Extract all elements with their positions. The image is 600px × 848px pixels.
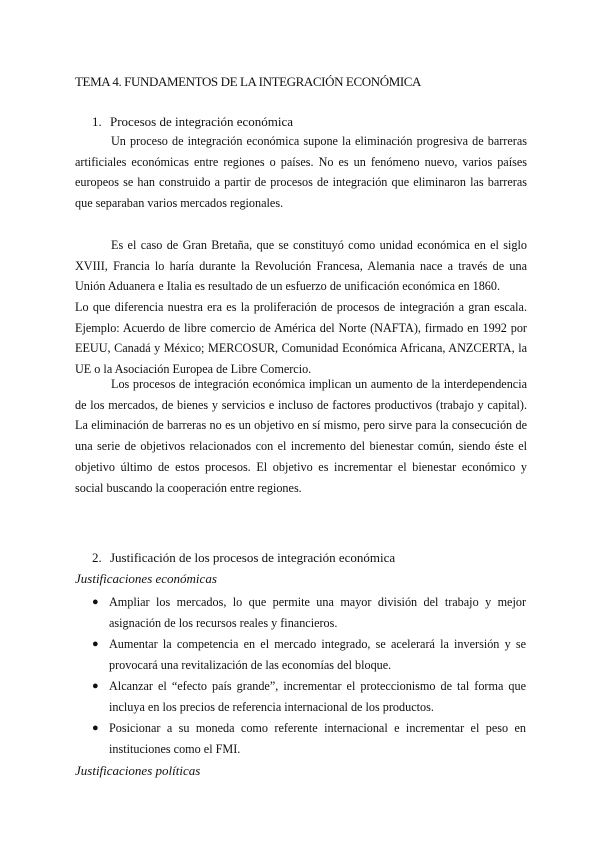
bullet-icon: ● (92, 596, 99, 608)
bullet-text: Alcanzar el “efecto país grande”, incrementar el proteccionismo de tal forma que incluya en los precios de referencia internacional de los productos. (109, 679, 526, 714)
section-2-number: 2. (92, 550, 102, 565)
bullet-text: Aumentar la competencia en el mercado integrado, se acelerará la inversión y se provocará una revitalización de las economías del bloque. (109, 637, 526, 672)
bullet-item (92, 634, 526, 675)
section-1-paragraph-3: Lo que diferencia nuestra era es la proliferación de procesos de integración a gran escala. Ejemplo: Acuerdo de libre comercio de América del Norte (NAFTA), firmado en 1992 por EEUU, Canadá y México; MERCOSUR, Comunidad Económica Africana, ANZCERTA, la UE o la Asociación Europea de Libre Comercio. (75, 300, 527, 377)
section-2-heading (92, 550, 512, 568)
bullet-item (92, 592, 526, 633)
bullet-icon: ● (92, 722, 99, 734)
section-1-heading (92, 114, 492, 132)
bullet-item (92, 676, 526, 717)
bullet-text: Posicionar a su moneda como referente internacional e incrementar el peso en instituciones como el FMI. (109, 721, 526, 756)
section-2-title: Justificación de los procesos de integración económica (110, 550, 396, 565)
section-1-paragraph-1: Un proceso de integración económica supone la eliminación progresiva de barreras artificiales económicas entre regiones o países. No es un fenómeno nuevo, varios países europeos se han construido a partir de procesos de integración que eliminaron las barreras que separaban varios mercados regionales. (75, 134, 527, 211)
section-1-title: Procesos de integración económica (110, 114, 294, 129)
section-1-number: 1. (92, 114, 102, 129)
section-1-paragraph-4: Los procesos de integración económica implican un aumento de la interdependencia de los mercados, de bienes y servicios e incluso de factores productivos (trabajo y capital). La eliminación de barreras no es un objetivo en sí mismo, pero sirve para la consecución de una serie de objetivos relacionados con el incremento del bienestar común, siendo éste el objetivo último de estos procesos. El objetivo es incrementar el bienestar económico y social buscando la cooperación entre regiones. (75, 377, 527, 495)
bullet-icon: ● (92, 638, 99, 650)
document-title: TEMA 4. FUNDAMENTOS DE LA INTEGRACIÓN ECONÓMICA (75, 74, 422, 89)
bullet-text: Ampliar los mercados, lo que permite una mayor división del trabajo y mejor asignación de los recursos reales y financieros. (109, 595, 526, 630)
section-1-paragraph-2: Es el caso de Gran Bretaña, que se constituyó como unidad económica en el siglo XVIII, Francia lo haría durante la Revolución Francesa, Alemania nace a través de una Unión Aduanera e Italia es resultado de un esfuerzo de unificación económica en 1860. (75, 238, 527, 294)
bullet-icon: ● (92, 680, 99, 692)
bullet-item (92, 718, 526, 759)
economic-justifications-subheading: Justificaciones económicas (75, 571, 217, 586)
political-justifications-subheading: Justificaciones políticas (75, 763, 201, 778)
